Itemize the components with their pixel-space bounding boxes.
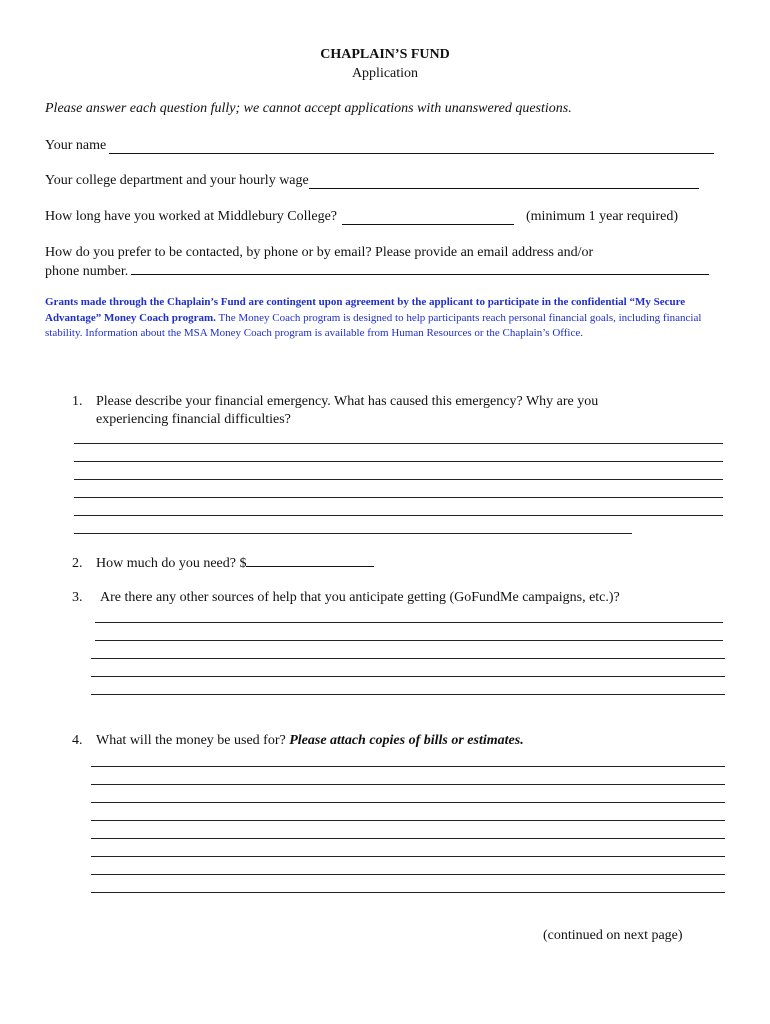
tenure-note: (minimum 1 year required) xyxy=(526,209,679,224)
q4-answer-line[interactable] xyxy=(91,802,725,803)
q3-answer-line[interactable] xyxy=(95,622,723,623)
q2-amount-input-line[interactable] xyxy=(246,553,374,567)
contact-field-block xyxy=(45,244,725,281)
question-4 xyxy=(72,732,732,750)
q4-answer-line[interactable] xyxy=(91,766,725,767)
contact-label-line1: How do you prefer to be contacted, by phone or by email? Please provide an email address and/or xyxy=(45,245,594,260)
instructions-text: Please answer each question fully; we cannot accept applications with unanswered questions. xyxy=(45,101,572,116)
contact-label-line2: phone number. xyxy=(45,264,129,279)
money-coach-notice xyxy=(45,295,725,342)
tenure-label: How long have you worked at Middlebury College? xyxy=(45,209,337,224)
q1-answer-line[interactable] xyxy=(74,497,723,498)
question-2 xyxy=(72,553,374,573)
q1-answer-line[interactable] xyxy=(74,443,723,444)
q3-answer-line[interactable] xyxy=(91,694,725,695)
form-subtitle: Application xyxy=(351,66,419,81)
q4-answer-line[interactable] xyxy=(91,856,725,857)
q1-answer-line[interactable] xyxy=(74,533,632,534)
q4-text: What will the money be used for? xyxy=(96,733,286,748)
q1-answer-line[interactable] xyxy=(74,479,723,480)
form-title: CHAPLAIN’S FUND xyxy=(320,47,450,62)
notice-regular-text: The Money Coach program is designed to help participants reach personal financial goals, including financial stability. Information about the MSA Money Coach program is available from Human Resources or the Chaplain’s Office. xyxy=(45,311,702,339)
q3-answer-line[interactable] xyxy=(91,658,725,659)
question-1 xyxy=(72,393,692,429)
q1-number: 1. xyxy=(72,394,83,409)
q3-number: 3. xyxy=(72,590,83,605)
q4-answer-line[interactable] xyxy=(91,784,725,785)
name-input-line[interactable] xyxy=(109,139,714,154)
q1-answer-line[interactable] xyxy=(74,515,723,516)
department-input-line[interactable] xyxy=(309,174,699,189)
q2-text: How much do you need? $ xyxy=(96,556,247,571)
department-label: Your college department and your hourly wage xyxy=(45,173,309,188)
name-field-row xyxy=(45,138,714,154)
q2-number: 2. xyxy=(72,556,83,571)
q4-answer-line[interactable] xyxy=(91,892,725,893)
question-3 xyxy=(72,589,732,607)
q1-line2: experiencing financial difficulties? xyxy=(96,412,291,427)
continued-note: (continued on next page) xyxy=(543,928,683,943)
q4-answer-line[interactable] xyxy=(91,820,725,821)
q4-attach-instruction: Please attach copies of bills or estimates. xyxy=(289,733,524,748)
q4-number: 4. xyxy=(72,733,83,748)
q3-answer-line[interactable] xyxy=(91,676,725,677)
tenure-input-line[interactable] xyxy=(342,210,514,225)
q4-answer-line[interactable] xyxy=(91,874,725,875)
q1-line1: Please describe your financial emergency. What has caused this emergency? Why are you xyxy=(96,394,599,409)
q3-answer-line[interactable] xyxy=(95,640,723,641)
notice-bold-text: Grants made through the Chaplain’s Fund are contingent upon agreement by the applicant to participate in the confidential “My Secure Advantage” Money Coach program. xyxy=(45,296,686,324)
q1-answer-line[interactable] xyxy=(74,461,723,462)
q3-text: Are there any other sources of help that you anticipate getting (GoFundMe campaigns, etc.)? xyxy=(100,590,620,605)
department-field-row xyxy=(45,173,699,189)
name-label: Your name xyxy=(45,138,107,153)
tenure-field-row xyxy=(45,209,678,225)
contact-input-line[interactable] xyxy=(131,262,709,275)
q4-answer-line[interactable] xyxy=(91,838,725,839)
